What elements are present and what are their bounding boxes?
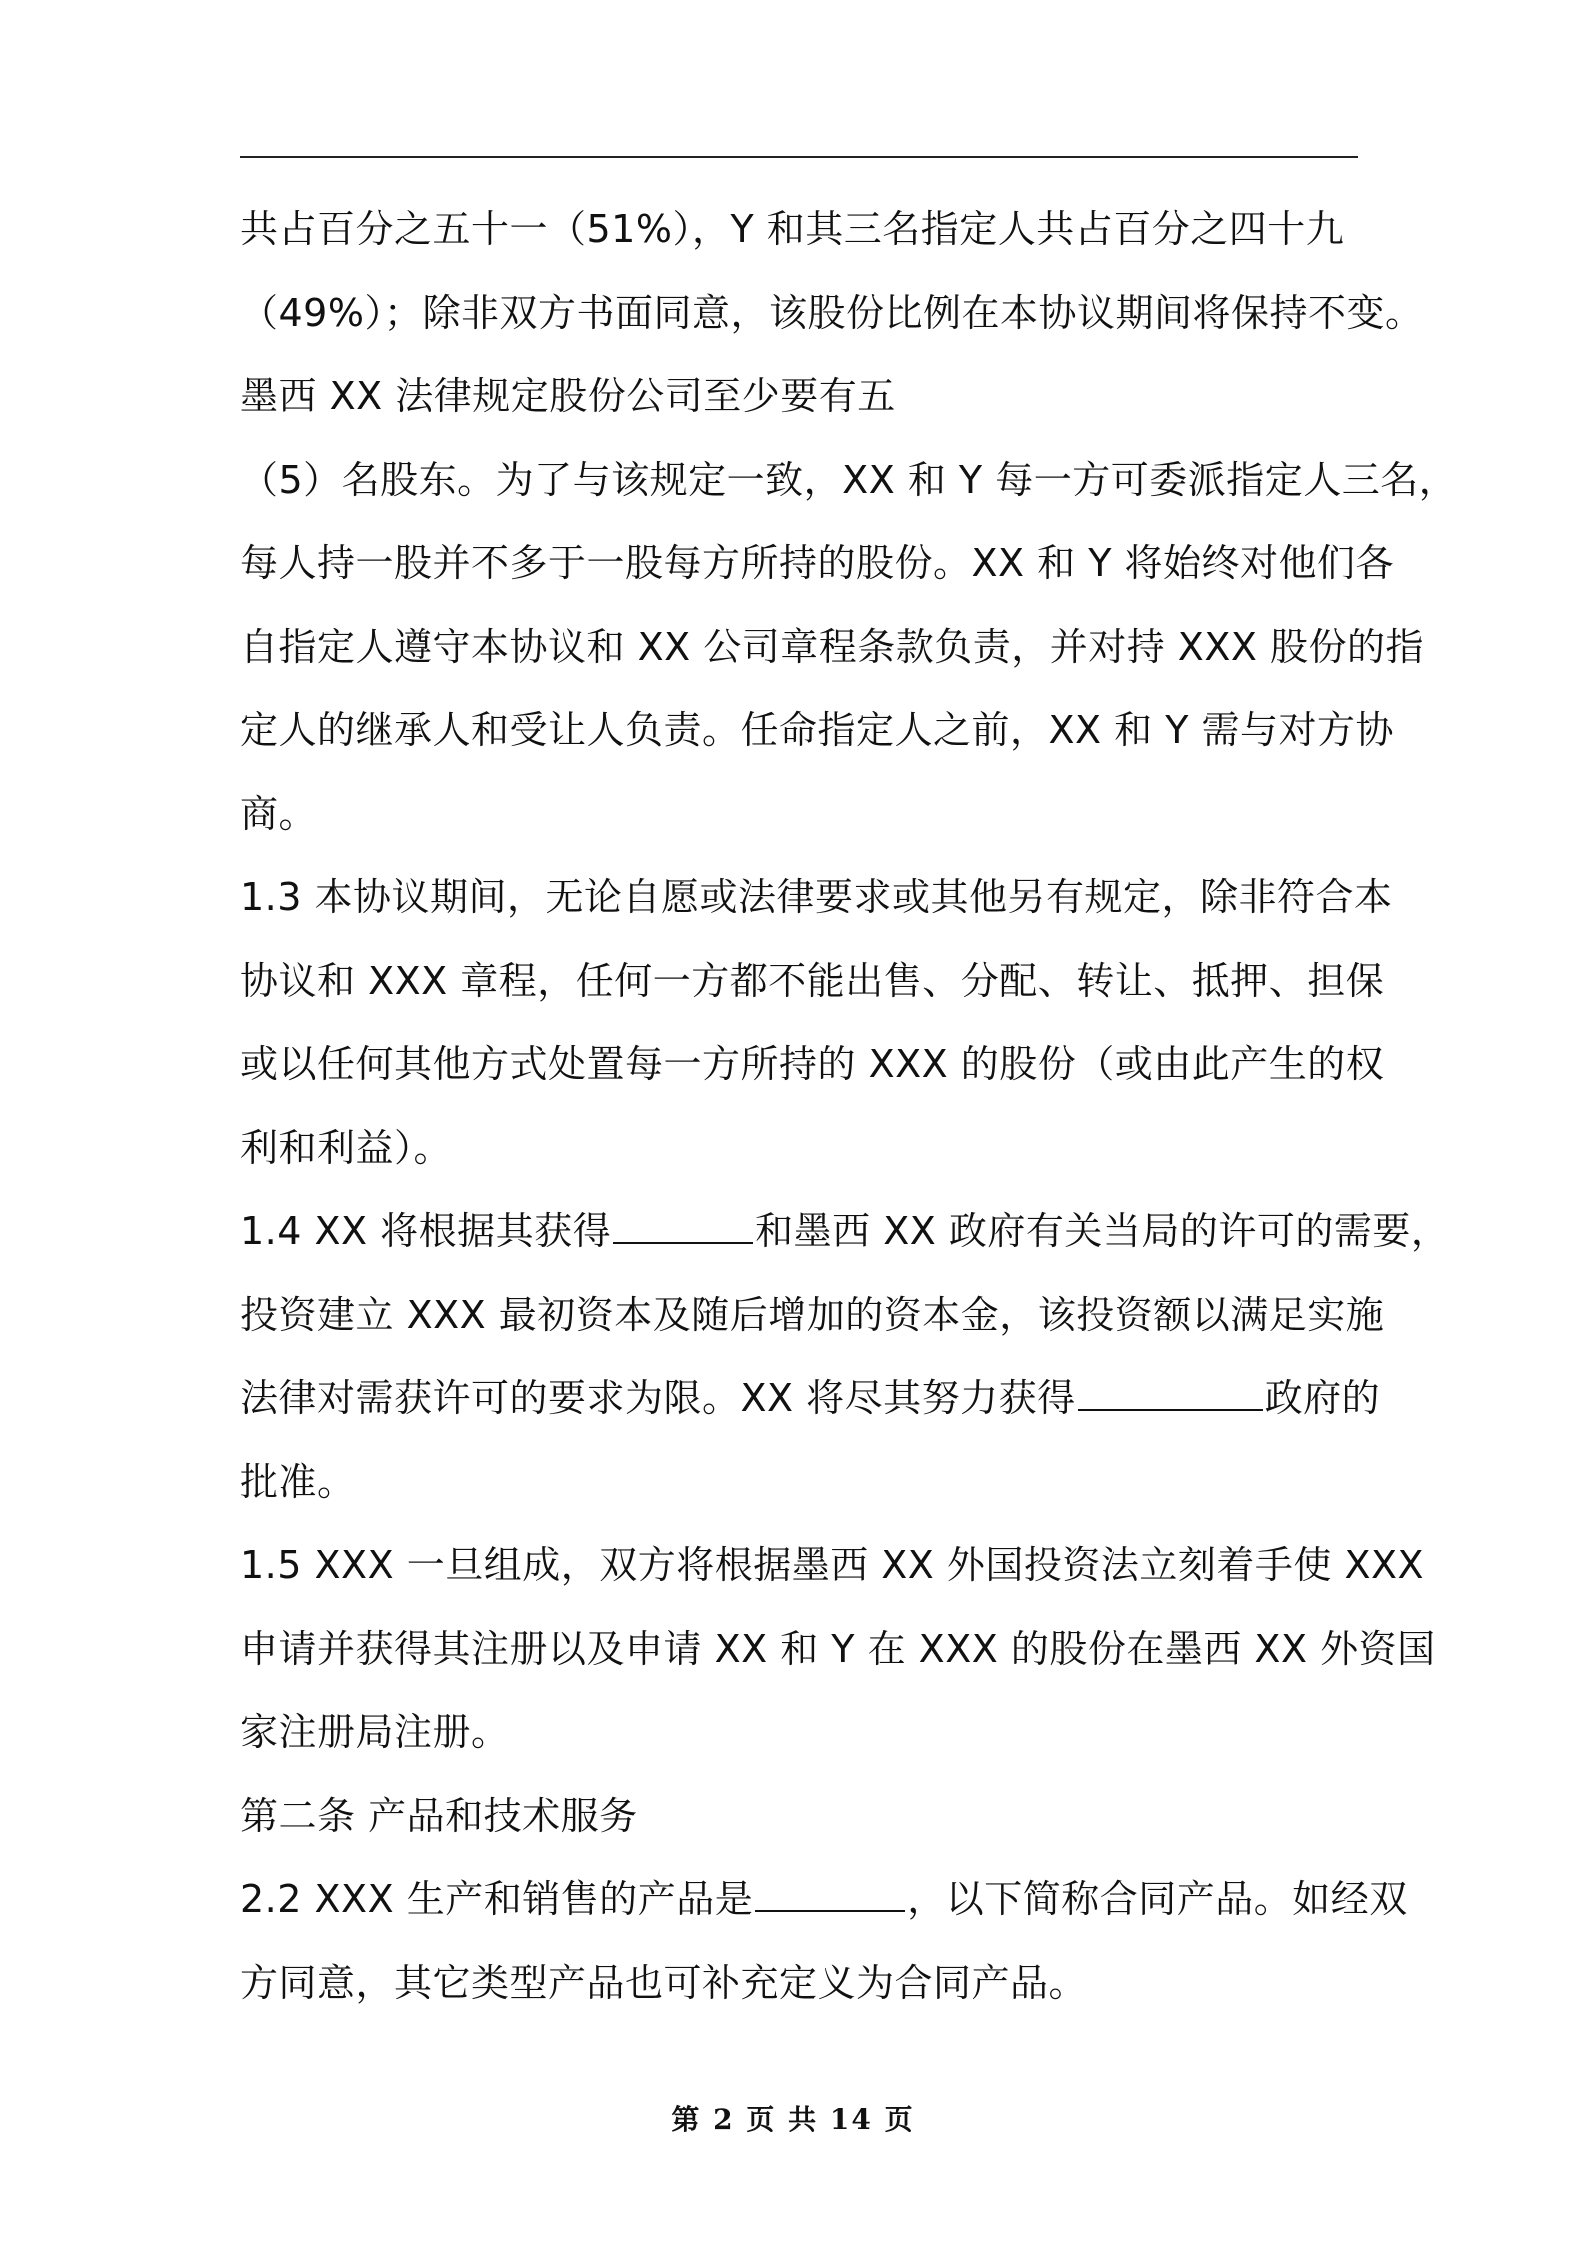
page-number-footer: 第 2 页 共 14 页: [671, 2103, 915, 2136]
text-line: （49%）；除非双方书面同意，该股份比例在本协议期间将保持不变。: [240, 290, 1424, 335]
text-line: 每人持一股并不多于一股每方所持的股份。XX 和 Y 将始终对他们各: [240, 541, 1395, 585]
clause-1-3: 1.3 本协议期间，无论自愿或法律要求或其他另有规定，除非符合本: [240, 875, 1393, 919]
text-segment: 1.4 XX 将根据其获得: [240, 1209, 612, 1253]
text-segment: ，以下简称合同产品。如经双: [907, 1877, 1408, 1921]
text-line: 墨西 XX 法律规定股份公司至少要有五: [240, 374, 896, 418]
text-line: 家注册局注册。: [240, 1710, 510, 1754]
text-segment: 和墨西 XX 政府有关当局的许可的需要，: [755, 1209, 1450, 1253]
text-line: 利和利益）。: [240, 1125, 453, 1170]
text-line: 共占百分之五十一（51%），Y 和其三名指定人共占百分之四十九: [240, 207, 1345, 251]
text-line: 商。: [240, 791, 318, 836]
clause-1-5: 1.5 XXX 一旦组成，双方将根据墨西 XX 外国投资法立刻着手使 XXX: [240, 1543, 1425, 1587]
text-segment: 法律对需获许可的要求为限。XX 将尽其努力获得: [240, 1376, 1076, 1420]
text-segment: 2.2 XXX 生产和销售的产品是: [240, 1877, 754, 1921]
text-line: 或以任何其他方式处置每一方所持的 XXX 的股份（或由此产生的权: [240, 1042, 1385, 1086]
text-line: 协议和 XXX 章程，任何一方都不能出售、分配、转让、抵押、担保: [240, 958, 1385, 1003]
text-line: 方同意，其它类型产品也可补充定义为合同产品。: [240, 1960, 1088, 2005]
document-body: [240, 188, 1458, 2025]
fill-in-blank: [1078, 1379, 1263, 1411]
clause-1-4: [240, 1190, 1450, 1274]
text-line: 自指定人遵守本协议和 XX 公司章程条款负责，并对持 XXX 股份的指: [240, 624, 1424, 669]
text-segment: 政府的: [1264, 1376, 1381, 1420]
text-line: [240, 1357, 1380, 1441]
text-line: 定人的继承人和受让人负责。任命指定人之前，XX 和 Y 需与对方协: [240, 708, 1395, 752]
clause-2-2: [240, 1858, 1408, 1942]
text-line: 投资建立 XXX 最初资本及随后增加的资本金，该投资额以满足实施: [240, 1292, 1385, 1337]
header-rule: [240, 156, 1358, 158]
text-line: 申请并获得其注册以及申请 XX 和 Y 在 XXX 的股份在墨西 XX 外资国: [240, 1626, 1436, 1671]
fill-in-blank: [613, 1212, 753, 1244]
fill-in-blank: [755, 1880, 905, 1912]
text-line: 批准。: [240, 1459, 356, 1504]
section-heading: 第二条 产品和技术服务: [240, 1793, 638, 1838]
text-line: （5）名股东。为了与该规定一致，XX 和 Y 每一方可委派指定人三名，: [240, 457, 1458, 502]
